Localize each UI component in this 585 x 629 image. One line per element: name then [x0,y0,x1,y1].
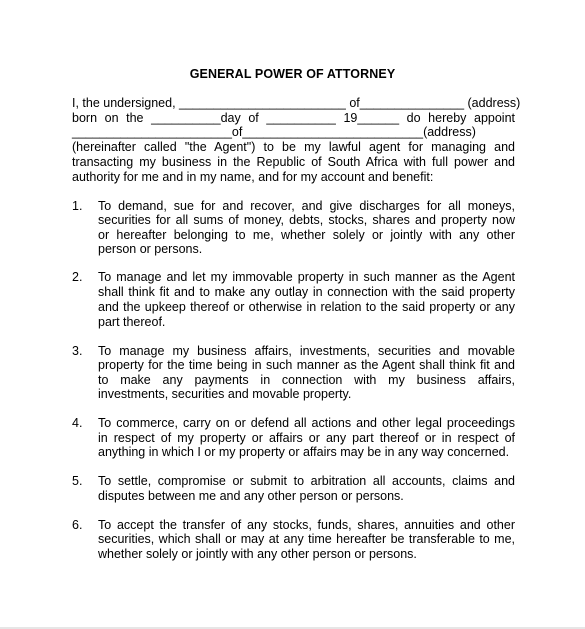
intro-line: transacting my business in the Republic of South Africa with full power and [72,155,515,169]
item-line: To accept the transfer of any stocks, funds, shares, annuities and other [98,518,515,532]
intro-line: _______________________of__________________________(address) [72,125,476,139]
item-line: person or persons. [98,242,203,256]
item-line: To manage and let my immovable property in such manner as the Agent [98,270,515,284]
item-line: securities for all sums of money, debts, stocks, shares and property now [98,213,515,227]
item-line: To demand, sue for and recover, and give discharges for all moneys, [98,199,515,213]
item-line: or hereafter belonging to me, whether solely or jointly with any other [98,228,515,242]
intro-line: I, the undersigned, ________________________ of_______________ (address) [72,96,521,110]
document-title: GENERAL POWER OF ATTORNEY [189,67,396,81]
item-line: in respect of my property or affairs or any part thereof or in respect of [98,431,515,445]
item-number: 3. [72,344,83,358]
item-line: To settle, compromise or submit to arbitration all accounts, claims and [98,474,515,488]
item-line: property for the time being in such manner as the Agent shall think fit and [98,358,515,372]
item-number: 4. [72,416,83,430]
item-number: 1. [72,199,83,213]
item-line: to make any payments in connection with my business affairs, [98,373,515,387]
item-line: anything in which I or my property or affairs may be in any way concerned. [98,445,510,459]
intro-line: authority for me and in my name, and for my account and benefit: [72,170,434,184]
item-number: 2. [72,270,83,284]
item-line: securities, which shall or may at any time hereafter be transferable to me, [98,532,515,546]
item-line: shall think fit and to make any outlay in connection with the said property [98,285,515,299]
item-line: To manage my business affairs, investments, securities and movable [98,344,515,358]
item-line: and the upkeep thereof or otherwise in relation to the said property or any [98,300,515,314]
item-line: investments, securities and movable property. [98,387,352,401]
item-line: whether solely or jointly with any other person or persons. [98,547,417,561]
intro-line: (hereinafter called "the Agent") to be my lawful agent for managing and [72,140,515,154]
item-line: To commerce, carry on or defend all actions and other legal proceedings [98,416,515,430]
item-line: disputes between me and any other person or persons. [98,489,404,503]
item-number: 5. [72,474,83,488]
item-line: part thereof. [98,315,166,329]
item-number: 6. [72,518,83,532]
intro-line: born on the __________day of __________ 19______ do hereby appoint [72,111,515,125]
